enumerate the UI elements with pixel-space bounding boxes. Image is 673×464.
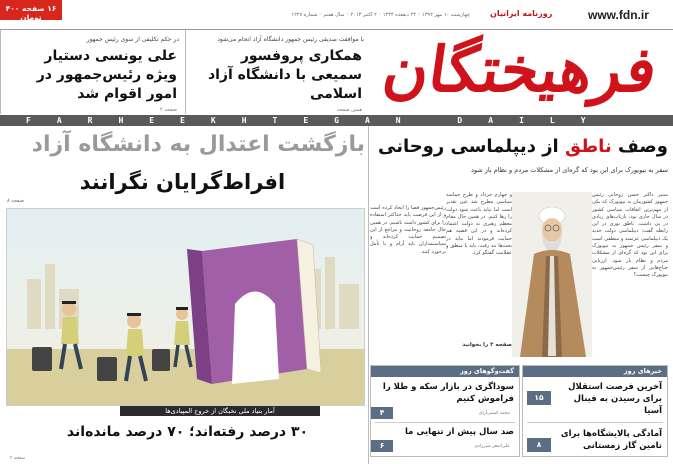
headline-part: وصف: [611, 136, 668, 157]
headline-part: از دیپلماسی روحانی: [377, 136, 565, 157]
website-link[interactable]: www.fdn.ir: [588, 8, 649, 22]
box-item-headline[interactable]: صد سال پیش از تنهایی ما: [404, 427, 514, 437]
box-news: [522, 365, 668, 457]
read-more[interactable]: صفحه ۳ را بخوانید: [462, 342, 512, 348]
caption-headline[interactable]: ۳۰ درصد رفته‌اند؛ ۷۰ درصد مانده‌اند: [66, 424, 309, 440]
caption-kicker: آمار بنیاد ملی نخبگان از خروج المپیادی‌ها: [120, 406, 320, 416]
left-headline-secondary[interactable]: افراط‌گرایان نگرانند: [79, 170, 286, 194]
box-item-author: محمد کشتی‌آرای: [478, 410, 510, 416]
article-column: ستیر داکتر حسن روحانی رئیس جمهور کشورمان به نیویورک که یکی از مهم‌ترین اتفاقات سیاسی کشور در سال جاری بود، بازتاب‌های زیادی در پی داشت. ناطق نوری در این رابطه گفت: دیپلماسی دولت جدید یک دیپلماسی عزتمند و منطقی است و سفر رئیس جمهور به نیویورک برای این بود که گره‌ای از مشکلات مردم و نظام باز شود. ارزیابی جناح‌هایی از سفر رئیس‌جمهور به نیویورک چیست؟: [592, 192, 668, 279]
main-subhead: سفر به نیویورک برای این بود که گره‌ای از مشکلات مردم و نظام باز شود: [471, 166, 668, 174]
box-dialogues: [370, 365, 520, 457]
paper-label: روزنامه ایرانیان: [490, 9, 553, 18]
page-number-badge: ۶: [371, 440, 393, 452]
story-headline[interactable]: علی یونسی دستیار ویژه رئیس‌جمهور در امور اقوام شد: [36, 48, 177, 102]
story-kicker: با موافقت صدیقی رئیس جمهور دانشگاه آزاد انجام می‌شود: [217, 36, 364, 43]
story-university-cooperation[interactable]: [185, 30, 370, 114]
headline-highlight: ناطق: [565, 136, 612, 157]
box-title: گفت‌وگوهای روز: [371, 366, 519, 377]
box-title: خبرهای روز: [523, 366, 667, 377]
story-kicker: در حکم تکلیفی از سوی رئیس جمهور: [86, 36, 179, 43]
date-line: چهارشنبه ۱۰ مهر ۱۳۹۲ ◦ ۲۴ ذیقعده ۱۴۳۴ ◦ ۲ اکتبر ۲۰۱۳ ◦ سال هفتم ◦ شماره ۱۲۲۷: [291, 12, 470, 18]
page-number-badge: ۸: [527, 438, 551, 452]
box-item-author: علی‌اصغر شیرزادی: [474, 443, 510, 449]
cartoon-illustration: [6, 208, 365, 406]
page-reference: صفحه ۳: [10, 456, 26, 461]
box-item-headline[interactable]: آخرین فرصت استقلال برای رسیدن به فینال آسیا: [568, 382, 662, 416]
price-badge: ۱۶ صفحه ۴۰۰ تومان: [0, 0, 62, 20]
column-divider: [368, 126, 369, 464]
page-reference: صفحه ۸: [7, 198, 24, 204]
box-item-headline[interactable]: سوداگری در بازار سکه و طلا را فراموش کنیم: [382, 382, 514, 404]
page-number-badge: ۴: [371, 407, 393, 419]
page-reference: همین صفحه: [336, 107, 362, 113]
cleric-photo: [512, 192, 592, 357]
newspaper-logo: فرهیختگان: [378, 33, 662, 106]
transliteration-bar: FARHEEKHTEGAN DAILY: [0, 115, 673, 126]
page-number-badge: ۱۵: [527, 391, 551, 405]
story-yunesi[interactable]: [0, 30, 185, 114]
page-reference: صفحه ۲: [160, 107, 177, 113]
box-item-headline[interactable]: آمادگی پالایشگاه‌ها برای تامین گاز زمستانی: [560, 429, 662, 451]
main-headline[interactable]: [370, 136, 668, 157]
story-headline[interactable]: همکاری پروفسور سمیعی با دانشگاه آزاد اسلامی: [207, 48, 362, 102]
left-headline-primary[interactable]: بازگشت اعتدال به دانشگاه آزاد: [31, 132, 365, 157]
article-column: رئیس‌جمهور فضا را ایجاد کرده است و از این فرصت باید حداکثر استفاده را برای کشور داشته باشیم. در همین حال جامعه روحانیت و مراجع از این تصمیم حمایت کرده‌اند و سیاستمداران باید آرام و با تأمل برخورد کنند.: [370, 205, 446, 255]
article-column: و چهارم خرداد و طرح حماسه سیاسی مطرح شد عین تقدیر است اما نباید باعث شود دولت را رها کنیم. در همین حال مقام معظم رهبری به دولت اعتماد کرده‌اند و در این قضیه هم حمایت فرمودند اما نباید در بحث‌ها تند رفت، باید با منطق و عقلانیت گفتگو کرد.: [446, 192, 512, 257]
